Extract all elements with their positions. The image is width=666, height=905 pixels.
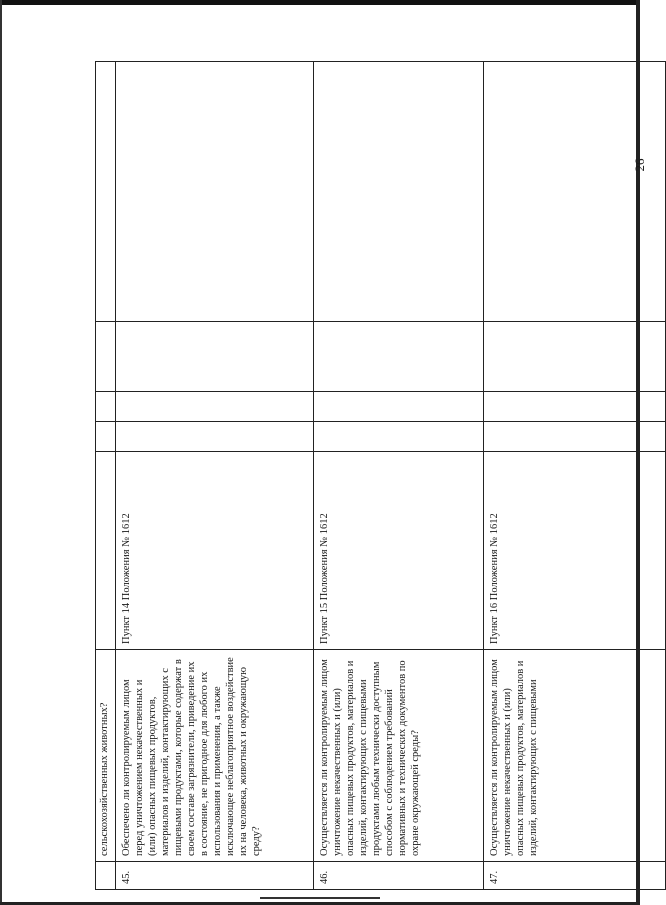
table-row (484, 62, 666, 890)
cell-reference (96, 452, 116, 650)
page-border-left (0, 0, 2, 905)
cell-yes (96, 422, 116, 452)
table-row (116, 62, 314, 890)
cell-notes (96, 62, 116, 322)
cell-not-applicable (96, 322, 116, 392)
row-reference: Пункт 16 Положения № 1612 (484, 452, 666, 650)
cell-not-applicable (116, 322, 314, 392)
row-number: 45. (116, 862, 314, 890)
cell-no (314, 392, 484, 422)
row-reference: Пункт 15 Положения № 1612 (314, 452, 484, 650)
row-question: Осуществляется ли контролируемым лицом уничтожение некачественных и (или) опасных пищевых продуктов, материалов и изделий, контактирующих с пищевыми продуктами любым технически доступным способом с соблюдением требований нормативных и технических документов по охране окружающей среды? (314, 650, 484, 862)
cell-notes (116, 62, 314, 322)
row-question: Обеспечено ли контролируемым лицом перед уничтожением некачественных и (или) опасных пищевых продуктов, материалов и изделий, контактирующих с пищевыми продуктами, которые содержат в своем составе загрязнители, приведение их в состояние, не пригодное для любого их использования и применения, а также исключающее неблагоприятное воздействие их на человека, животных и окружающую среду? (116, 650, 314, 862)
row-number: 47. (484, 862, 666, 890)
cell-yes (116, 422, 314, 452)
rotated-page-content (95, 62, 665, 890)
row-number: 46. (314, 862, 484, 890)
row-reference: Пункт 14 Положения № 1612 (116, 452, 314, 650)
cell-no (96, 392, 116, 422)
continuation-row (96, 62, 116, 890)
cell-notes (314, 62, 484, 322)
page-number: 26 (632, 158, 647, 172)
row-question: Осуществляется ли контролируемым лицом уничтожение некачественных и (или) опасных пищевых продуктов, материалов и изделий, контактирующих с пищевыми (484, 650, 666, 862)
table-row (314, 62, 484, 890)
cell-not-applicable (314, 322, 484, 392)
cell-yes (314, 422, 484, 452)
cell-notes (484, 62, 666, 322)
checklist-table (95, 61, 666, 890)
page-border-top (0, 0, 640, 5)
cell-no (484, 392, 666, 422)
cell-yes (484, 422, 666, 452)
cell-no (116, 392, 314, 422)
cell-not-applicable (484, 322, 666, 392)
scan-mark (260, 897, 380, 899)
cell-number (96, 862, 116, 890)
cell-question: сельскохозяйственных животных? (96, 650, 116, 862)
